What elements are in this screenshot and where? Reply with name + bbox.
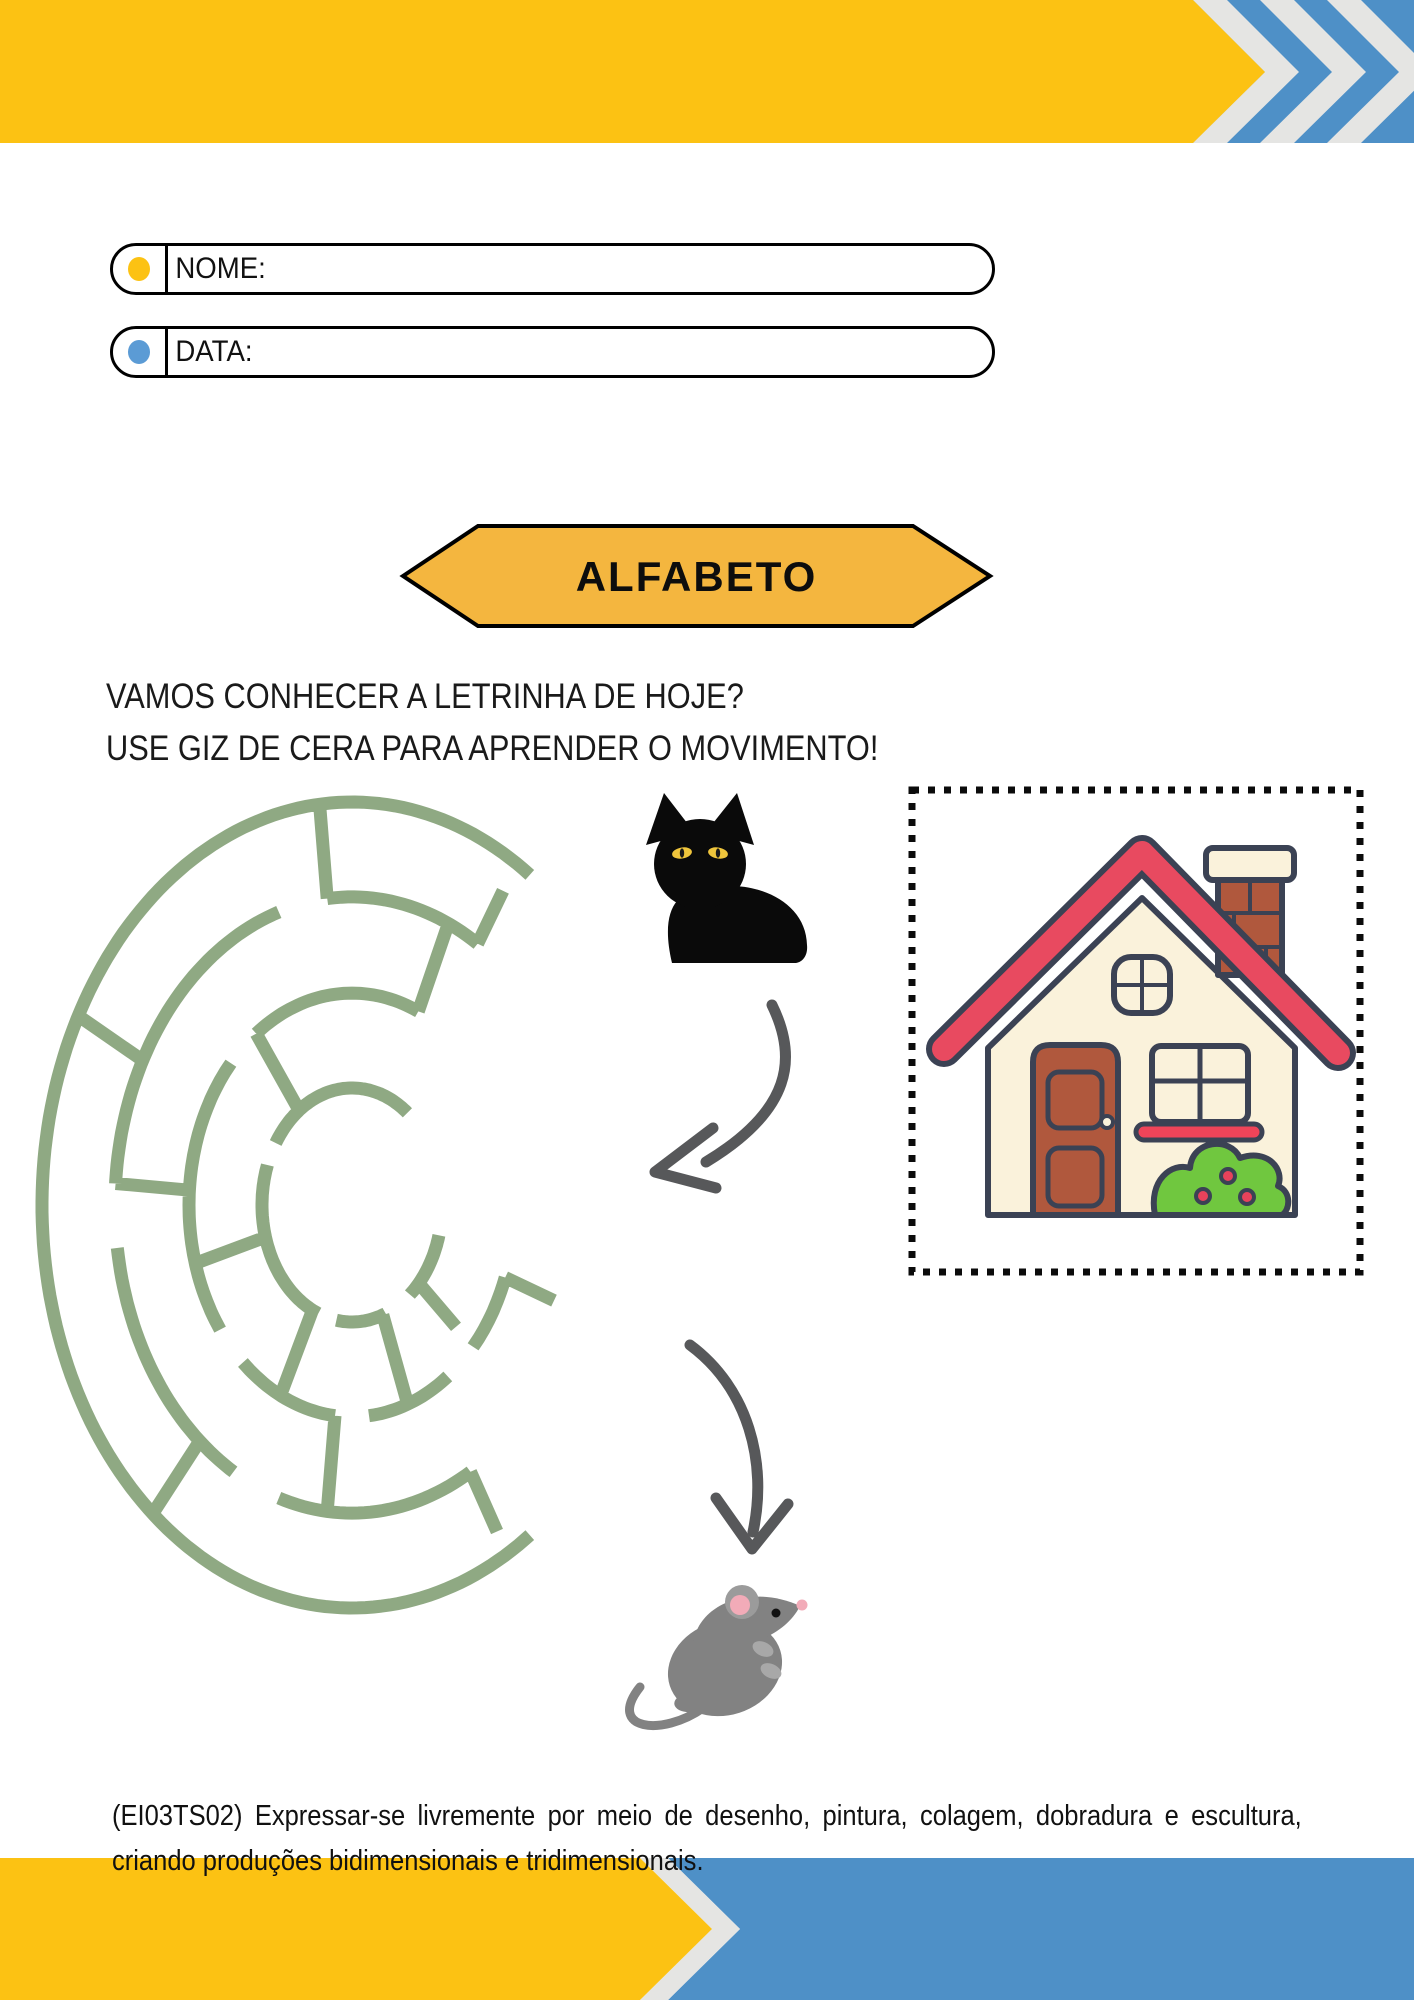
mouse-illustration: [630, 1585, 808, 1731]
name-field-label: NOME:: [175, 252, 266, 285]
instruction-line-1: VAMOS CONHECER A LETRINHA DE HOJE?: [106, 677, 744, 716]
blue-dot-icon: [128, 340, 150, 364]
berry: [1240, 1190, 1254, 1204]
date-field-bullet-cell: [113, 329, 168, 375]
berry: [1221, 1169, 1235, 1183]
door-knob: [1101, 1116, 1113, 1128]
date-field[interactable]: [110, 326, 995, 378]
mouse-ear-inner: [730, 1595, 750, 1615]
attic-window: [1114, 957, 1170, 1013]
mouse-eye: [772, 1609, 781, 1618]
instruction-line-2: USE GIZ DE CERA PARA APRENDER O MOVIMENTO!: [106, 729, 879, 768]
top-banner: [0, 0, 1414, 143]
letter-c-maze-path: [42, 802, 554, 1608]
arrow-bottom: [690, 1345, 788, 1549]
berry: [1196, 1189, 1210, 1203]
house-illustration: [944, 848, 1338, 1215]
arrow-top: [655, 1005, 786, 1188]
yellow-dot-icon: [128, 257, 150, 281]
window-sill: [1136, 1124, 1262, 1140]
alfabeto-banner-title: ALFABETO: [575, 552, 818, 600]
name-field[interactable]: [110, 243, 995, 295]
mouse-nose: [797, 1600, 808, 1611]
chimney-cap: [1206, 848, 1294, 880]
instructions: [106, 671, 878, 775]
house-door: [1033, 1045, 1118, 1215]
letter-c-maze-slot: [42, 802, 554, 1608]
date-field-label: DATA:: [175, 335, 253, 368]
cat-head: [654, 819, 746, 909]
house-window: [1136, 1046, 1262, 1140]
top-banner-yellow: [0, 0, 1265, 143]
name-field-bullet-cell: [113, 246, 168, 292]
cat-illustration: [646, 793, 807, 963]
arrow-top-shaft: [706, 1005, 786, 1162]
bncc-code-text: (EI03TS02) Expressar-se livremente por meio de desenho, pintura, colagem, dobradura e escultura, criando produções bidimensionais e tridimensionais.: [112, 1800, 1302, 1877]
